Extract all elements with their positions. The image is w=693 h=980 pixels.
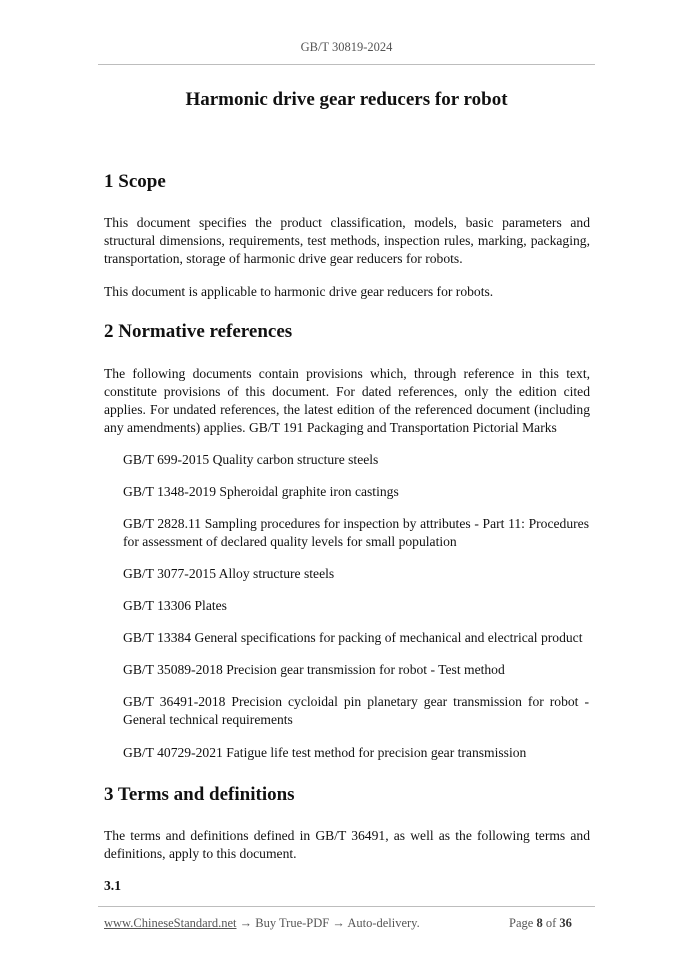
reference-item: GB/T 699-2015 Quality carbon structure steels <box>123 452 379 467</box>
footer-divider <box>98 906 595 907</box>
scope-paragraph-2: This document is applicable to harmonic drive gear reducers for robots. <box>104 284 494 299</box>
reference-item: GB/T 40729-2021 Fatigue life test method for precision gear transmission <box>123 745 527 760</box>
subclause-number: 3.1 <box>104 878 121 893</box>
section-heading-scope: 1 Scope <box>104 171 166 192</box>
section-heading-normative-references: 2 Normative references <box>104 321 293 342</box>
normative-intro-paragraph: The following documents contain provisions which, through reference in this text, constitute provisions of this document. For dated references, only the edition cited applies. For undated references, the latest edition of the referenced document (including any amendments) applies. GB/T 191 Packaging and Transportation Pictorial Marks <box>104 366 590 435</box>
footer-promo <box>104 916 420 931</box>
reference-item: GB/T 13306 Plates <box>123 598 227 613</box>
scope-paragraph-1: This document specifies the product classification, models, basic parameters and structural dimensions, requirements, test methods, inspection rules, marking, packaging, transportation, storage of harmonic drive gear reducers for robots. <box>104 215 590 266</box>
reference-item: GB/T 35089-2018 Precision gear transmission for robot - Test method <box>123 662 505 677</box>
running-header <box>0 40 693 55</box>
section-heading-terms-and-definitions: 3 Terms and definitions <box>104 784 295 805</box>
standard-code: GB/T 30819-2024 <box>300 40 393 54</box>
reference-item: GB/T 1348-2019 Spheroidal graphite iron castings <box>123 484 399 499</box>
document-title: Harmonic drive gear reducers for robot <box>185 89 508 110</box>
page-number: 8 <box>536 916 543 930</box>
auto-delivery-text: Auto-delivery. <box>347 916 420 930</box>
header-divider <box>98 64 595 65</box>
site-link[interactable]: www.ChineseStandard.net <box>104 916 237 930</box>
reference-item: GB/T 13384 General specifications for packing of mechanical and electrical product <box>123 630 583 645</box>
reference-item: GB/T 36491-2018 Precision cycloidal pin planetary gear transmission for robot - General technical requirements <box>123 694 589 727</box>
arrow-right-icon: → <box>332 916 345 930</box>
arrow-right-icon: → <box>239 916 253 930</box>
terms-paragraph: The terms and definitions defined in GB/T 36491, as well as the following terms and definitions, apply to this document. <box>104 828 590 861</box>
page-label: Page <box>509 916 534 930</box>
reference-item: GB/T 3077-2015 Alloy structure steels <box>123 566 335 581</box>
of-label: of <box>545 916 557 930</box>
page-total: 36 <box>559 916 572 930</box>
page-indicator <box>509 916 572 931</box>
buy-true-pdf-text: Buy True-PDF <box>255 916 330 930</box>
reference-item: GB/T 2828.11 Sampling procedures for inspection by attributes - Part 11: Procedures for assessment of declared quality levels for small population <box>123 516 589 549</box>
